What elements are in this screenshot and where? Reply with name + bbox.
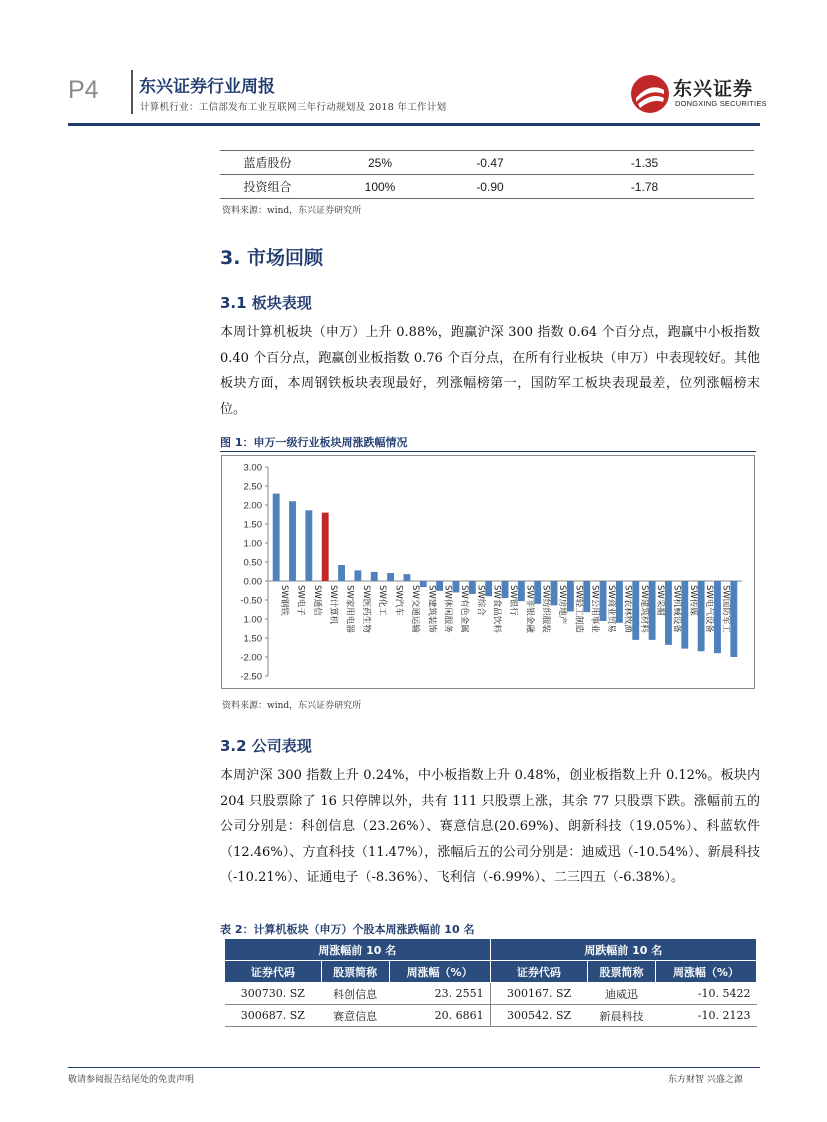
x-tick-label: SW汽车 — [393, 585, 404, 616]
bar — [681, 581, 688, 649]
x-tick-label: SW交通运输 — [409, 585, 420, 633]
table-caption: 表 2：计算机板块（申万）个股本周涨跌幅前 10 名 — [220, 923, 475, 936]
bar — [485, 581, 492, 596]
bar — [518, 581, 525, 601]
bar — [403, 574, 410, 581]
cell-name: 投资组合 — [220, 175, 315, 199]
bar — [698, 581, 705, 651]
x-tick-label: SW采掘 — [655, 585, 666, 616]
cell-name: 蓝盾股份 — [220, 151, 315, 175]
bar — [534, 581, 541, 604]
cell-value: -1.35 — [535, 151, 754, 175]
y-tick-label: 0.50 — [243, 557, 262, 569]
header-divider — [131, 70, 133, 114]
y-tick-label: 1.50 — [243, 519, 262, 531]
page-number: P4 — [68, 76, 99, 104]
header-rule — [68, 123, 760, 126]
x-tick-label: SW通信 — [311, 585, 322, 616]
y-tick-label: -2.50 — [240, 671, 262, 683]
stock-table — [224, 938, 757, 1027]
x-tick-label: SW钢铁 — [279, 585, 290, 616]
x-tick-label: SW建筑装饰 — [426, 585, 437, 633]
cell-code: 300167. SZ — [490, 983, 587, 1005]
report-title: 东兴证券行业周报 — [139, 77, 275, 97]
y-tick-label: 0.00 — [243, 576, 262, 588]
chart-svg — [222, 456, 756, 690]
cell-code: 300687. SZ — [225, 1005, 322, 1027]
table-row — [220, 151, 754, 175]
x-tick-label: SW轻工制造 — [573, 585, 584, 633]
x-tick-label: SW综合 — [475, 585, 486, 616]
bar — [714, 581, 721, 653]
bar — [387, 573, 394, 581]
x-tick-label: SW休闲服务 — [442, 585, 453, 633]
col-header: 证券代码 — [490, 961, 587, 983]
x-tick-label: SW商业贸易 — [606, 585, 617, 633]
cell-name: 赛意信息 — [321, 1005, 389, 1027]
portfolio-table — [220, 150, 754, 199]
x-tick-label: SW家用电器 — [344, 585, 355, 633]
caption-rule — [220, 451, 756, 452]
bar — [583, 581, 590, 612]
footer-disclaimer: 敬请参阅报告结尾处的免责声明 — [68, 1075, 195, 1085]
cell-change: -10. 5422 — [655, 983, 756, 1005]
x-tick-label: SW建筑材料 — [638, 585, 649, 633]
x-tick-label: SW食品饮料 — [491, 585, 502, 633]
bar — [453, 581, 460, 592]
bar — [616, 581, 623, 623]
table-row — [225, 1005, 757, 1027]
bar — [420, 581, 427, 587]
bar — [600, 581, 607, 621]
bar — [354, 570, 361, 581]
bar — [371, 572, 378, 581]
bar — [322, 513, 329, 581]
x-tick-label: SW非银金融 — [524, 585, 535, 633]
bar — [289, 501, 296, 581]
x-tick-label: SW医药生物 — [360, 585, 371, 633]
bar — [273, 494, 280, 581]
table-source: 资料来源：wind，东兴证券研究所 — [222, 206, 362, 216]
x-tick-label: SW银行 — [508, 585, 518, 616]
x-tick-label: SW化工 — [377, 585, 388, 616]
paragraph: 本周计算机板块（申万）上升 0.88%，跑赢沪深 300 指数 0.64 个百分点，跑赢中小板指数 0.40 个百分点，跑赢创业板指数 0.76 个百分点，在所有行业板块（申万）中表现较好。其他板块方面，本周钢铁板块表现最好，列涨幅榜第一，国防军工板块表现最差，位列涨幅榜末位。 — [220, 325, 760, 417]
cell-name: 新晨科技 — [588, 1005, 656, 1027]
y-tick-label: 3.00 — [243, 462, 262, 474]
bar — [551, 581, 558, 605]
bar — [632, 581, 639, 640]
bar — [567, 581, 574, 611]
cell-weight: 25% — [315, 151, 445, 175]
x-tick-label: SW机械设备 — [671, 585, 682, 633]
bar — [665, 581, 672, 645]
cell-change: -10. 2123 — [655, 1005, 756, 1027]
bar — [730, 581, 737, 657]
bar-chart — [221, 455, 755, 689]
col-header: 股票简称 — [588, 961, 656, 983]
cell-value: -1.78 — [535, 175, 754, 199]
subsection-heading: 3.2 公司表现 — [220, 737, 312, 755]
figure-caption: 图 1：申万一级行业板块周涨跌幅情况 — [220, 436, 408, 449]
x-tick-label: SW纺织服装 — [540, 585, 551, 633]
cell-code: 300542. SZ — [490, 1005, 587, 1027]
cell-value: -0.90 — [445, 175, 535, 199]
y-tick-label: 2.00 — [243, 500, 262, 512]
cell-change: 20. 6861 — [389, 1005, 490, 1027]
x-tick-label: SW有色金属 — [458, 585, 469, 633]
bar — [305, 510, 312, 581]
col-header: 周涨幅（%） — [389, 961, 490, 983]
x-tick-label: SW房地产 — [557, 585, 568, 625]
table-row — [225, 983, 757, 1005]
cell-weight: 100% — [315, 175, 445, 199]
x-tick-label: SW电子 — [295, 585, 306, 616]
cell-name: 科创信息 — [321, 983, 389, 1005]
y-tick-label: 2.50 — [243, 481, 262, 493]
x-tick-label: SW电气设备 — [704, 585, 715, 633]
y-tick-label: 1.00 — [243, 614, 262, 626]
x-tick-label: SW国防军工 — [720, 585, 731, 633]
report-subtitle: 计算机行业：工信部发布工业互联网三年行动规划及 2018 年工作计划 — [140, 102, 447, 113]
y-tick-label: 1.00 — [243, 538, 262, 550]
footer-rule — [68, 1067, 760, 1068]
bar — [502, 581, 509, 598]
y-tick-label: -2.00 — [240, 652, 262, 664]
bar — [469, 581, 476, 594]
col-header: 证券代码 — [225, 961, 322, 983]
x-tick-label: SW农林牧渔 — [622, 585, 633, 633]
bar — [649, 581, 656, 640]
x-tick-label: SW公用事业 — [589, 585, 600, 633]
x-tick-label: SW计算机 — [328, 585, 339, 625]
logo-english: DONGXING SECURITIES — [675, 99, 767, 108]
group-header: 周跌幅前 10 名 — [490, 939, 756, 961]
paragraph: 本周沪深 300 指数上升 0.24%，中小板指数上升 0.48%，创业板指数上升 0.12%。板块内 204 只股票除了 16 只停牌以外，共有 111 只股票上涨，其余 77 只股票下跌。涨幅前五的公司分别是：科创信息（23.26%）、赛意信息(20.69%)、朗新科技（19.05%）、科蓝软件（12.46%）、方直科技（11.47%），涨幅后五的公司分别是：迪威迅（-10.54%）、新晨科技（-10.21%）、证通电子（-8.36%）、飞利信（-6.99%）、二三四五（-6.38%）。 — [220, 768, 760, 885]
bar — [338, 565, 345, 581]
table-row — [220, 175, 754, 199]
cell-name: 迪威迅 — [588, 983, 656, 1005]
y-tick-label: 1.50 — [243, 633, 262, 645]
col-header: 股票简称 — [321, 961, 389, 983]
y-tick-label: -0.50 — [240, 595, 262, 607]
footer-slogan: 东方财智 兴盛之源 — [668, 1075, 743, 1085]
cell-value: -0.47 — [445, 151, 535, 175]
bar — [436, 581, 443, 591]
cell-code: 300730. SZ — [225, 983, 322, 1005]
group-header: 周涨幅前 10 名 — [225, 939, 491, 961]
section-heading: 3. 市场回顾 — [220, 247, 324, 269]
cell-change: 23. 2551 — [389, 983, 490, 1005]
x-tick-label: SW传媒 — [687, 585, 698, 616]
col-header: 周涨幅（%） — [655, 961, 756, 983]
subsection-heading: 3.1 板块表现 — [220, 294, 312, 312]
logo-name: 东兴证券 — [673, 78, 754, 100]
figure-source: 资料来源：wind，东兴证券研究所 — [222, 701, 362, 711]
